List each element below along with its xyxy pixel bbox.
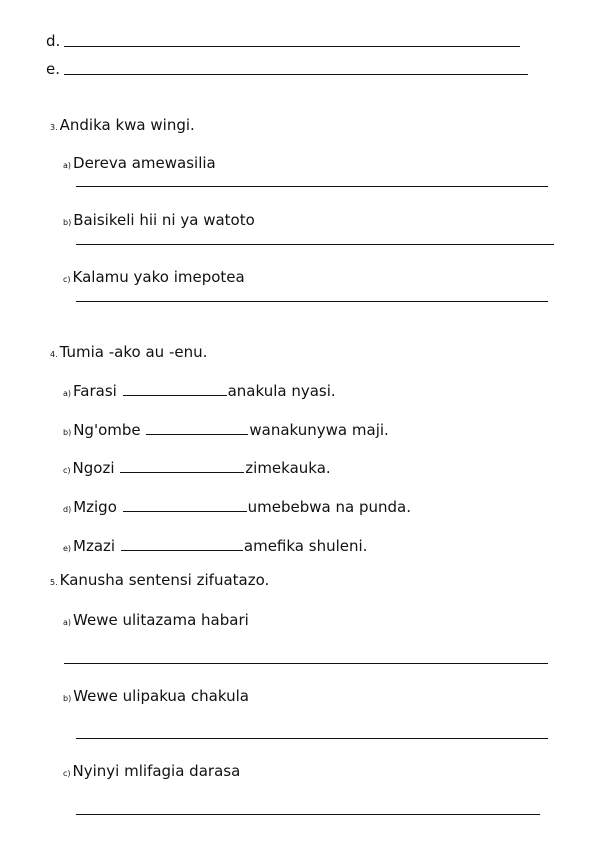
q4b-letter: b) xyxy=(63,428,72,437)
q3c-text: Kalamu yako imepotea xyxy=(72,268,245,286)
q5a-letter: a) xyxy=(63,618,72,627)
q4c-letter: c) xyxy=(63,466,71,475)
q2-letter-e: e. xyxy=(46,60,60,78)
q4e-before: Mzazi xyxy=(73,537,116,555)
q4e-blank[interactable] xyxy=(121,536,243,551)
q4d-before: Mzigo xyxy=(73,498,117,516)
q5b-text: Wewe ulipakua chakula xyxy=(73,687,249,705)
q4-item-a xyxy=(63,381,336,403)
q3a-text: Dereva amewasilia xyxy=(73,154,216,172)
q4-item-d xyxy=(63,497,411,519)
q5b-answer-line[interactable] xyxy=(76,738,548,739)
answer-line-d[interactable] xyxy=(64,46,520,47)
q5c-text: Nyinyi mlifagia darasa xyxy=(72,762,241,780)
q4-number: 4. xyxy=(50,350,58,359)
q5-prompt: Kanusha sentensi zifuatazo. xyxy=(59,571,270,589)
q4c-blank[interactable] xyxy=(120,458,244,473)
q4d-letter: d) xyxy=(63,505,72,514)
q4b-blank[interactable] xyxy=(146,420,248,435)
q5c-answer-line[interactable] xyxy=(76,814,540,815)
q3b-answer-line[interactable] xyxy=(76,244,554,245)
q3b-letter: b) xyxy=(63,218,72,227)
q4e-letter: e) xyxy=(63,544,72,553)
q4e-after: amefika shuleni. xyxy=(243,537,368,555)
q4-prompt: Tumia -ako au -enu. xyxy=(59,343,208,361)
q5a-text: Wewe ulitazama habari xyxy=(73,611,249,629)
q3b-text: Baisikeli hii ni ya watoto xyxy=(73,211,255,229)
q3-prompt: Andika kwa wingi. xyxy=(59,116,195,134)
q4c-after: zimekauka. xyxy=(245,459,331,477)
q3c-answer-line[interactable] xyxy=(76,301,548,302)
q2-line-d xyxy=(46,32,60,50)
q4c-before: Ngozi xyxy=(72,459,115,477)
q4-item-b xyxy=(63,420,389,442)
q4b-before: Ng'ombe xyxy=(73,421,141,439)
question-4 xyxy=(50,343,207,364)
q4d-blank[interactable] xyxy=(123,497,247,512)
question-3 xyxy=(50,116,195,137)
q5-item-a xyxy=(63,611,249,632)
q3-item-b xyxy=(63,211,255,232)
q3a-letter: a) xyxy=(63,161,72,170)
q3a-answer-line[interactable] xyxy=(76,186,548,187)
q4d-after: umebebwa na punda. xyxy=(247,498,412,516)
q4a-letter: a) xyxy=(63,389,72,398)
q5b-letter: b) xyxy=(63,694,72,703)
q5a-answer-line[interactable] xyxy=(64,663,548,664)
q2-line-e xyxy=(46,60,60,78)
question-5 xyxy=(50,571,269,592)
q4b-after: wanakunywa maji. xyxy=(249,421,389,439)
q4a-blank[interactable] xyxy=(123,381,227,396)
q5c-letter: c) xyxy=(63,769,71,778)
q2-letter-d: d. xyxy=(46,32,61,50)
q4a-before: Farasi xyxy=(73,382,117,400)
q3-item-a xyxy=(63,154,216,175)
q5-item-c xyxy=(63,762,240,783)
q3-number: 3. xyxy=(50,123,58,132)
q5-item-b xyxy=(63,687,249,708)
answer-line-e[interactable] xyxy=(64,74,528,75)
q4a-after: anakula nyasi. xyxy=(227,382,336,400)
q4-item-e xyxy=(63,536,367,558)
q5-number: 5. xyxy=(50,578,58,587)
q4-item-c xyxy=(63,458,331,480)
q3c-letter: c) xyxy=(63,275,71,284)
q3-item-c xyxy=(63,268,245,289)
